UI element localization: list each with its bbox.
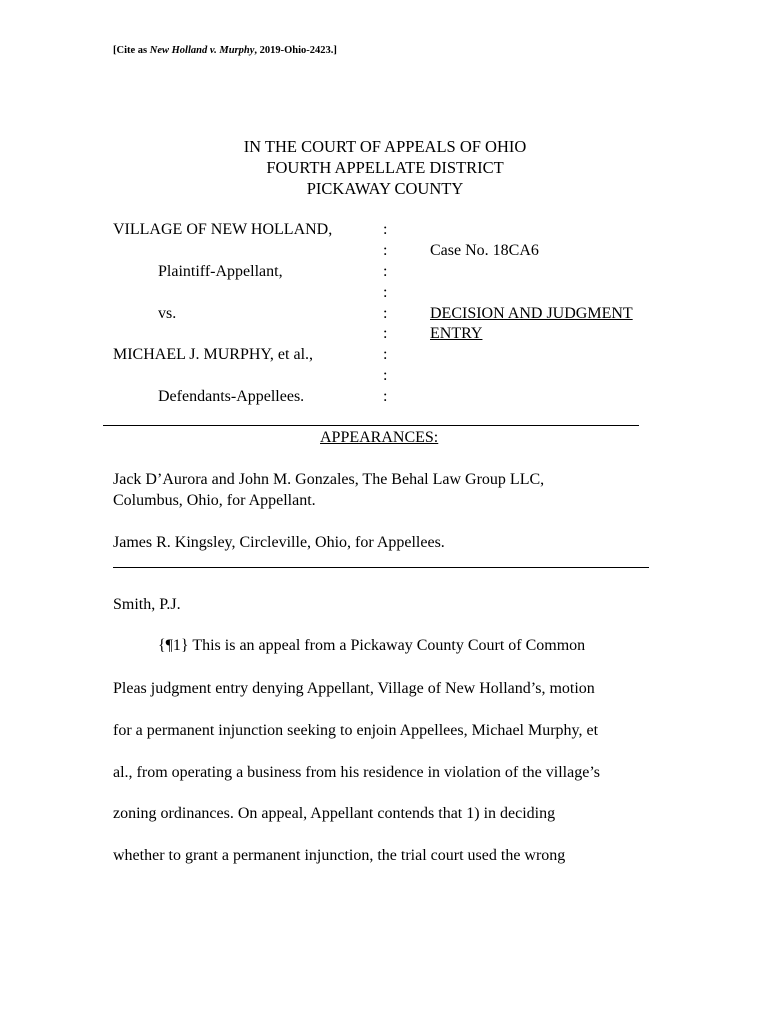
cite-suffix: , 2019-Ohio-2423.] xyxy=(254,45,337,56)
appearances-divider xyxy=(113,567,649,568)
appellant-counsel-line-2: Columbus, Ohio, for Appellant. xyxy=(113,492,316,509)
opinion-line: whether to grant a permanent injunction, the trial court used the wrong xyxy=(113,847,566,864)
decision-title-line-2: ENTRY xyxy=(430,325,483,342)
citation-header xyxy=(113,45,337,56)
caption-colon: : xyxy=(383,305,388,322)
plaintiff-role: Plaintiff-Appellant, xyxy=(158,263,283,280)
cite-case-name: New Holland v. Murphy xyxy=(149,45,255,56)
opinion-line: {¶1} This is an appeal from a Pickaway County Court of Common xyxy=(158,637,586,654)
defendant-name: MICHAEL J. MURPHY, et al., xyxy=(113,346,314,363)
caption-colon: : xyxy=(383,263,388,280)
decision-title-line-1: DECISION AND JUDGMENT xyxy=(430,305,633,322)
court-heading xyxy=(0,136,770,199)
opinion-line: zoning ordinances. On appeal, Appellant contends that 1) in deciding xyxy=(113,805,556,822)
versus-label: vs. xyxy=(158,305,177,322)
caption-divider xyxy=(103,425,639,426)
opinion-author: Smith, P.J. xyxy=(113,596,181,613)
opinion-line: for a permanent injunction seeking to enjoin Appellees, Michael Murphy, et xyxy=(113,722,599,739)
opinion-line: al., from operating a business from his residence in violation of the village’s xyxy=(113,764,600,781)
plaintiff-name: VILLAGE OF NEW HOLLAND, xyxy=(113,221,333,238)
court-line-3: PICKAWAY COUNTY xyxy=(306,179,464,198)
caption-colon: : xyxy=(383,325,388,342)
appellee-counsel: James R. Kingsley, Circleville, Ohio, for Appellees. xyxy=(113,534,445,551)
caption-colon: : xyxy=(383,284,388,301)
caption-colon: : xyxy=(383,367,388,384)
court-line-1: IN THE COURT OF APPEALS OF OHIO xyxy=(243,137,527,156)
appellant-counsel-line-1: Jack D’Aurora and John M. Gonzales, The Behal Law Group LLC, xyxy=(113,471,545,488)
caption-colon: : xyxy=(383,242,388,259)
cite-prefix: [Cite as xyxy=(113,45,150,56)
caption-colon: : xyxy=(383,221,388,238)
court-line-2: FOURTH APPELLATE DISTRICT xyxy=(266,158,504,177)
defendant-role: Defendants-Appellees. xyxy=(158,388,305,405)
appearances-heading: APPEARANCES: xyxy=(320,429,439,446)
caption-colon: : xyxy=(383,388,388,405)
opinion-line: Pleas judgment entry denying Appellant, Village of New Holland’s, motion xyxy=(113,680,595,697)
case-number: Case No. 18CA6 xyxy=(430,242,539,259)
caption-colon: : xyxy=(383,346,388,363)
